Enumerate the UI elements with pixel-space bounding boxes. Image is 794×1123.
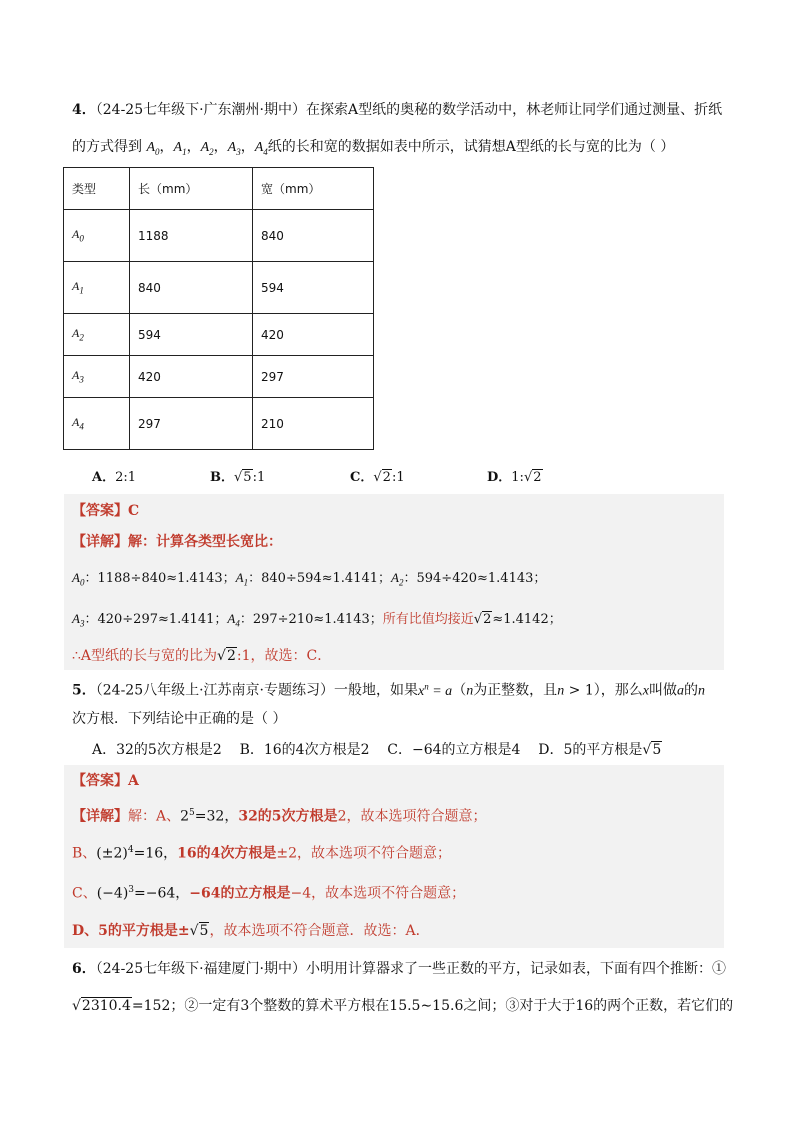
table-cell-type: $A_3$: [64, 356, 130, 398]
q5-detail-d: D、5的平方根是±√5，故本选项不符合题意．故选：A．: [72, 923, 430, 939]
q6-line-2: √2310.4=152；②一定有3个整数的算术平方根在15.5∼15.6之间；③对于大于16的两个正数，若它们的: [72, 998, 734, 1014]
table-cell-width: 297: [253, 356, 374, 398]
q4-option-c[interactable]: C．√2:1: [350, 470, 405, 485]
q5-detail-b: B、$(\pm 2)^4=16$，16的4次方根是±2，故本选项不符合题意；: [72, 845, 452, 862]
q4-detail-intro: 【详解】解：计算各类型长宽比：: [72, 534, 282, 550]
math-a4: $A_4$: [254, 140, 268, 157]
table-header-row: [64, 168, 374, 210]
table-cell-width: 210: [253, 398, 374, 450]
q5-option-d[interactable]: D．5的平方根是√5: [538, 742, 662, 758]
q4-line-2: 的方式得到 $A_0$，$A_1$，$A_2$，$A_3$，$A_4$纸的长和宽的数据如表中所示，试猜想A型纸的长与宽的比为（ ）: [72, 139, 675, 157]
q4-option-a[interactable]: A．2:1: [92, 470, 137, 485]
q4-number: 4．: [72, 102, 96, 118]
table-cell-width: 594: [253, 262, 374, 314]
table-cell-type: $A_0$: [64, 210, 130, 262]
q4-text-2a: 的方式得到: [72, 139, 142, 155]
table-cell-length: 420: [130, 356, 253, 398]
table-cell-type: $A_2$: [64, 314, 130, 356]
table-row: [64, 398, 374, 450]
q4-line-1: [72, 100, 722, 120]
table-cell-length: 297: [130, 398, 253, 450]
q4-answer: 【答案】C: [72, 503, 140, 519]
q6-line-1: 6．（24-25七年级下·福建厦门·期中）小明用计算器求了一些正数的平方，记录如表，下面有四个推断：①: [72, 961, 727, 977]
table-row: [64, 314, 374, 356]
q5-detail-a: 【详解】解：A、$2^5=32$，32的5次方根是2，故本选项符合题意；: [72, 808, 487, 825]
math-a2: $A_2$: [200, 140, 214, 157]
math-a0: $A_0$: [146, 140, 160, 157]
table-cell-length: 594: [130, 314, 253, 356]
math-a1: $A_1$: [173, 140, 187, 157]
q4-ratios-line-1: $A_0$：1188÷840≈1.4143；$A_1$：840÷594≈1.4141；$A_2$：594÷420≈1.4143；: [72, 570, 547, 588]
q5-option-a[interactable]: A．32的5次方根是2: [92, 742, 222, 758]
q4-option-b[interactable]: B．√5:1: [210, 470, 266, 485]
table-cell-length: 1188: [130, 210, 253, 262]
q4-source: （24-25七年级下·广东潮州·期中）: [95, 102, 307, 118]
table-header: 类型: [64, 168, 130, 210]
q5-option-c[interactable]: C．−64的立方根是4: [387, 742, 521, 758]
q5-option-b[interactable]: B．16的4次方根是2: [239, 742, 370, 758]
q5-detail-c: C、$(-4)^3=-64$，−64的立方根是−4，故本选项不符合题意；: [72, 885, 466, 902]
table-header: 长（mm）: [130, 168, 253, 210]
q4-text-2b: 纸的长和宽的数据如表中所示，试猜想A型纸的长与宽的比为（ ）: [267, 139, 675, 155]
q4-conclusion: ∴A型纸的长与宽的比为√2:1，故选：C．: [72, 648, 332, 664]
math-a3: $A_3$: [227, 140, 241, 157]
q5-answer: 【答案】A: [72, 773, 139, 789]
q4-option-d[interactable]: D．1:√2: [487, 470, 542, 485]
q5-line-1: 5．（24-25八年级上·江苏南京·专题练习）一般地，如果$x^n = a(n$为正整数，且n > 1），那么x叫做a的n: [72, 681, 705, 699]
table-row: [64, 356, 374, 398]
table-row: [64, 262, 374, 314]
table-cell-width: 840: [253, 210, 374, 262]
q5-line-2: 次方根．下列结论中正确的是（ ）: [72, 711, 287, 727]
table-row: [64, 210, 374, 262]
q4-text-1: 在探索A型纸的奥秘的数学活动中，林老师让同学们通过测量、折纸: [306, 102, 723, 118]
table-cell-type: $A_4$: [64, 398, 130, 450]
q4-ratios-line-2: $A_3$：420÷297≈1.4141；$A_4$：297÷210≈1.4143；所有比值均接近√2≈1.4142；: [72, 611, 562, 629]
table-cell-type: $A_1$: [64, 262, 130, 314]
table-cell-width: 420: [253, 314, 374, 356]
table-header: 宽（mm）: [253, 168, 374, 210]
q5-options: [92, 740, 662, 760]
paper-size-table: [63, 167, 374, 450]
table-cell-length: 840: [130, 262, 253, 314]
